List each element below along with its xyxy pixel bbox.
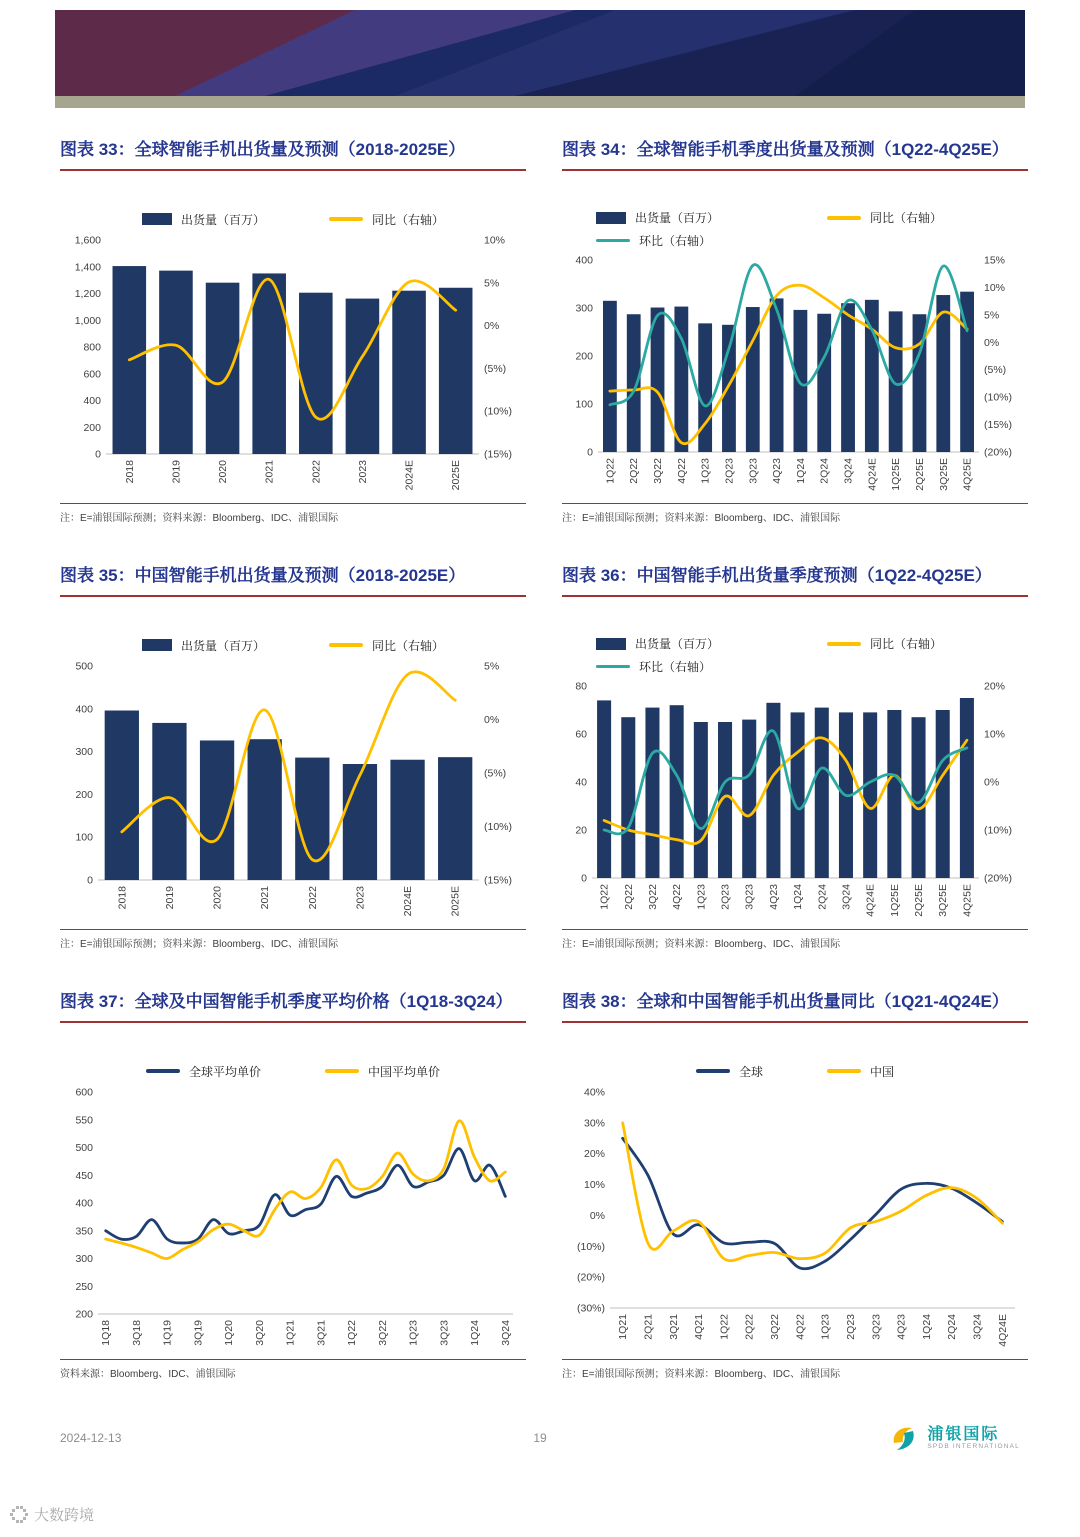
svg-text:4Q24E: 4Q24E: [866, 458, 879, 491]
chart-legend: [60, 634, 526, 656]
svg-text:1Q19: 1Q19: [161, 1320, 174, 1346]
svg-text:3Q23: 3Q23: [870, 1314, 883, 1340]
svg-text:40%: 40%: [583, 1086, 605, 1099]
svg-text:2020: 2020: [217, 460, 230, 484]
chart-note: 注：E=浦银国际预测；资料来源：Bloomberg、IDC、浦银国际: [562, 513, 841, 524]
figure-38-title-zone: [562, 990, 1028, 1060]
svg-text:(20%): (20%): [984, 872, 1013, 885]
svg-text:1Q23: 1Q23: [699, 458, 712, 484]
svg-text:3Q24: 3Q24: [971, 1314, 984, 1340]
svg-text:1Q25E: 1Q25E: [888, 884, 901, 917]
svg-text:1Q23: 1Q23: [407, 1320, 420, 1346]
svg-text:2018: 2018: [123, 460, 136, 484]
svg-text:2Q23: 2Q23: [719, 884, 732, 910]
svg-text:4Q22: 4Q22: [671, 884, 684, 910]
svg-text:20%: 20%: [583, 1148, 605, 1161]
svg-text:2023: 2023: [356, 460, 369, 484]
svg-text:2025E: 2025E: [450, 460, 463, 491]
legend-item: [827, 635, 942, 652]
svg-text:2025E: 2025E: [449, 886, 462, 917]
figure-36: [562, 564, 1028, 950]
svg-text:60: 60: [575, 728, 587, 741]
bar-series: [105, 711, 473, 880]
svg-text:2Q24: 2Q24: [946, 1314, 959, 1340]
svg-text:250: 250: [75, 1280, 93, 1293]
figure-33: [60, 138, 526, 524]
svg-text:4Q24E: 4Q24E: [996, 1314, 1009, 1347]
chart-note: 注：E=浦银国际预测；资料来源：Bloomberg、IDC、浦银国际: [562, 939, 841, 950]
chart-area: [562, 208, 1028, 500]
bar-swatch-icon: [142, 213, 172, 225]
svg-text:2Q22: 2Q22: [743, 1314, 756, 1340]
svg-text:0: 0: [87, 874, 93, 887]
legend-item: [325, 1063, 440, 1080]
legend-item: [696, 1063, 763, 1080]
svg-text:5%: 5%: [484, 660, 500, 673]
report-page: [0, 10, 1080, 1537]
svg-text:3Q21: 3Q21: [315, 1320, 328, 1346]
svg-text:(20%): (20%): [576, 1271, 605, 1284]
line-swatch-icon: [696, 1069, 730, 1073]
svg-text:3Q25E: 3Q25E: [937, 458, 950, 491]
bar-swatch-icon: [142, 639, 172, 651]
chart-note: 注：E=浦银国际预测；资料来源：Bloomberg、IDC、浦银国际: [60, 939, 339, 950]
chart-canvas: [60, 232, 525, 500]
legend-item: [596, 658, 711, 675]
svg-text:400: 400: [575, 254, 593, 267]
line-swatch-icon: [329, 643, 363, 647]
svg-text:(10%): (10%): [984, 391, 1013, 404]
svg-text:400: 400: [75, 1197, 93, 1210]
svg-text:2019: 2019: [163, 886, 176, 910]
chart-area: [60, 634, 526, 926]
report-date: 2024-12-13: [60, 1431, 122, 1445]
svg-text:0%: 0%: [484, 714, 500, 726]
svg-text:(20%): (20%): [984, 446, 1013, 459]
svg-text:2022: 2022: [306, 886, 319, 910]
svg-text:20: 20: [575, 824, 587, 837]
svg-text:1Q18: 1Q18: [100, 1320, 113, 1346]
chart-area: [60, 208, 526, 500]
svg-text:1Q21: 1Q21: [284, 1320, 297, 1346]
svg-text:600: 600: [75, 1086, 93, 1099]
svg-text:(15%): (15%): [484, 448, 513, 461]
svg-text:2024E: 2024E: [402, 886, 415, 917]
chart-area: [60, 1060, 526, 1356]
svg-text:3Q24: 3Q24: [842, 458, 855, 484]
svg-text:200: 200: [75, 1308, 93, 1321]
svg-text:4Q23: 4Q23: [771, 458, 784, 484]
legend-label: 出货量（百万）: [635, 211, 720, 226]
watermark: [10, 1504, 94, 1525]
svg-text:2Q24: 2Q24: [816, 884, 829, 910]
line-swatch-icon: [329, 217, 363, 221]
svg-text:2Q21: 2Q21: [642, 1314, 655, 1340]
figure-34: [562, 138, 1028, 524]
svg-text:1Q21: 1Q21: [617, 1314, 630, 1340]
svg-text:200: 200: [575, 350, 593, 363]
chart-canvas: [60, 658, 525, 926]
logo-subtitle: SPDB INTERNATIONAL: [927, 1443, 1020, 1451]
svg-text:0%: 0%: [984, 336, 1000, 349]
svg-text:800: 800: [83, 341, 101, 354]
legend-label: 中国平均单价: [368, 1064, 441, 1079]
svg-text:3Q25E: 3Q25E: [937, 884, 950, 917]
legend-item: [596, 635, 719, 652]
line-swatch-icon: [596, 665, 630, 669]
legend-label: 出货量（百万）: [180, 212, 265, 227]
svg-text:1,200: 1,200: [74, 288, 101, 300]
chart-canvas: [562, 678, 1027, 926]
svg-text:400: 400: [83, 395, 101, 407]
svg-text:1Q24: 1Q24: [794, 458, 807, 484]
svg-text:1Q25E: 1Q25E: [890, 458, 903, 491]
legend-label: 同比（右轴）: [372, 638, 445, 653]
svg-text:(15%): (15%): [484, 874, 513, 887]
svg-text:4Q23: 4Q23: [895, 1314, 908, 1340]
legend-item: [329, 637, 444, 654]
chart-canvas: [562, 252, 1027, 500]
svg-text:4Q25E: 4Q25E: [961, 884, 974, 917]
svg-text:2Q22: 2Q22: [622, 884, 635, 910]
figure-38-note-zone: [562, 1359, 1028, 1380]
legend-item: [146, 1063, 261, 1080]
line-swatch-icon: [827, 642, 861, 646]
svg-text:5%: 5%: [484, 277, 500, 290]
svg-text:1,600: 1,600: [74, 234, 101, 247]
bar-series: [113, 266, 473, 454]
logo-text: [927, 1426, 1020, 1451]
svg-text:(10%): (10%): [484, 405, 513, 418]
svg-text:1Q24: 1Q24: [792, 884, 805, 910]
svg-text:2Q25E: 2Q25E: [913, 884, 926, 917]
chart-legend: [562, 1060, 1028, 1082]
chart-legend: [562, 208, 1028, 250]
svg-text:300: 300: [575, 302, 593, 315]
legend-label: 环比（右轴）: [639, 659, 712, 674]
bar-swatch-icon: [596, 212, 626, 224]
svg-text:3Q22: 3Q22: [769, 1314, 782, 1340]
chart-title: 图表 33：全球智能手机出货量及预测（2018-2025E）: [60, 138, 526, 171]
svg-text:10%: 10%: [583, 1179, 605, 1192]
svg-text:(10%): (10%): [484, 821, 513, 833]
svg-text:10%: 10%: [984, 728, 1006, 741]
svg-text:10%: 10%: [984, 281, 1006, 294]
svg-text:3Q23: 3Q23: [747, 458, 760, 484]
svg-text:1Q22: 1Q22: [346, 1320, 359, 1346]
chart-title: 图表 35：中国智能手机出货量及预测（2018-2025E）: [60, 564, 526, 597]
logo-mark-icon: [889, 1424, 919, 1452]
svg-text:0%: 0%: [484, 320, 500, 333]
company-logo: [700, 1424, 1020, 1452]
svg-text:4Q21: 4Q21: [693, 1314, 706, 1340]
svg-text:3Q23: 3Q23: [743, 884, 756, 910]
svg-text:2Q24: 2Q24: [818, 458, 831, 484]
legend-label: 同比（右轴）: [870, 211, 943, 226]
svg-text:450: 450: [75, 1169, 93, 1182]
figure-33-title-zone: [60, 138, 526, 208]
svg-text:3Q21: 3Q21: [667, 1314, 680, 1340]
legend-item: [596, 232, 711, 249]
svg-text:500: 500: [75, 1142, 93, 1154]
line-swatch-icon: [596, 239, 630, 243]
svg-text:1Q22: 1Q22: [604, 458, 617, 484]
svg-text:200: 200: [75, 788, 93, 801]
figure-37-title-zone: [60, 990, 526, 1060]
svg-text:350: 350: [75, 1225, 93, 1238]
chart-area: [562, 1060, 1028, 1356]
svg-text:1Q23: 1Q23: [819, 1314, 832, 1340]
svg-text:2Q23: 2Q23: [723, 458, 736, 484]
header-banner: [55, 10, 1025, 108]
legend-item: [827, 209, 942, 226]
line-series: [623, 1123, 1003, 1261]
svg-text:2Q23: 2Q23: [844, 1314, 857, 1340]
chart-title: 图表 34：全球智能手机季度出货量及预测（1Q22-4Q25E）: [562, 138, 1028, 171]
watermark-text: 大数跨境: [34, 1507, 95, 1524]
svg-text:3Q22: 3Q22: [652, 458, 665, 484]
svg-text:3Q22: 3Q22: [376, 1320, 389, 1346]
banner-khaki-strip: [55, 96, 1025, 108]
svg-text:300: 300: [75, 1253, 93, 1265]
svg-text:300: 300: [75, 746, 93, 759]
svg-text:550: 550: [75, 1114, 93, 1127]
svg-text:4Q25E: 4Q25E: [961, 458, 974, 491]
svg-text:4Q22: 4Q22: [675, 458, 688, 484]
svg-text:4Q22: 4Q22: [794, 1314, 807, 1340]
legend-label: 环比（右轴）: [639, 233, 712, 248]
figure-36-title-zone: [562, 564, 1028, 634]
legend-label: 中国: [870, 1064, 895, 1079]
line-swatch-icon: [325, 1069, 359, 1073]
chart-title: 图表 36：中国智能手机出货量季度预测（1Q22-4Q25E）: [562, 564, 1028, 597]
legend-item: [596, 209, 719, 226]
svg-text:2019: 2019: [170, 460, 183, 484]
line-swatch-icon: [827, 1069, 861, 1073]
svg-text:3Q20: 3Q20: [253, 1320, 266, 1346]
legend-item: [827, 1063, 894, 1080]
chart-legend: [60, 1060, 526, 1082]
svg-text:20%: 20%: [984, 680, 1006, 693]
svg-text:1,400: 1,400: [74, 261, 101, 274]
svg-text:3Q22: 3Q22: [646, 884, 659, 910]
watermark-icon: [10, 1506, 28, 1524]
line-swatch-icon: [146, 1069, 180, 1073]
svg-text:400: 400: [75, 703, 93, 716]
figure-36-note-zone: [562, 929, 1028, 950]
svg-text:2024E: 2024E: [403, 460, 416, 491]
svg-text:(5%): (5%): [484, 362, 507, 375]
svg-text:1Q22: 1Q22: [718, 1314, 731, 1340]
logo-name: 浦银国际: [927, 1425, 1000, 1443]
figure-34-note-zone: [562, 503, 1028, 524]
figure-33-note-zone: [60, 503, 526, 524]
svg-text:2021: 2021: [259, 886, 272, 910]
svg-text:(15%): (15%): [984, 419, 1013, 432]
svg-text:1Q24: 1Q24: [920, 1314, 933, 1340]
svg-text:30%: 30%: [583, 1117, 605, 1130]
figure-38: [562, 990, 1028, 1380]
bar-swatch-icon: [596, 638, 626, 650]
chart-note: 注：E=浦银国际预测；资料来源：Bloomberg、IDC、浦银国际: [60, 513, 339, 524]
legend-label: 全球平均单价: [188, 1064, 261, 1079]
svg-text:1Q23: 1Q23: [695, 884, 708, 910]
svg-text:1Q24: 1Q24: [469, 1320, 482, 1346]
bar-series: [597, 698, 974, 878]
svg-text:5%: 5%: [984, 309, 1000, 322]
banner-graphic: [55, 10, 1025, 96]
svg-text:(10%): (10%): [576, 1240, 605, 1253]
svg-text:(5%): (5%): [984, 364, 1007, 377]
chart-note: 注：E=浦银国际预测；资料来源：Bloomberg、IDC、浦银国际: [562, 1369, 841, 1380]
svg-text:0%: 0%: [984, 776, 1000, 789]
svg-text:40: 40: [575, 776, 587, 789]
svg-text:3Q18: 3Q18: [130, 1320, 143, 1346]
svg-text:2023: 2023: [354, 886, 367, 910]
svg-text:0: 0: [581, 872, 587, 885]
legend-label: 全球: [738, 1064, 763, 1079]
legend-label: 同比（右轴）: [870, 637, 943, 652]
legend-item: [329, 211, 444, 228]
svg-text:(10%): (10%): [984, 824, 1013, 837]
page-number: 19: [533, 1431, 547, 1445]
svg-text:80: 80: [575, 680, 587, 693]
svg-text:4Q23: 4Q23: [767, 884, 780, 910]
line-series: [623, 1138, 1003, 1268]
svg-text:2022: 2022: [310, 460, 323, 484]
figure-35-note-zone: [60, 929, 526, 950]
chart-note: 资料来源：Bloomberg、IDC、浦银国际: [60, 1369, 236, 1380]
svg-text:2018: 2018: [116, 886, 129, 910]
chart-area: [562, 634, 1028, 926]
svg-text:3Q23: 3Q23: [438, 1320, 451, 1346]
svg-text:(30%): (30%): [576, 1302, 605, 1315]
chart-legend: [562, 634, 1028, 676]
svg-text:0%: 0%: [589, 1209, 605, 1222]
chart-legend: [60, 208, 526, 230]
chart-canvas: [562, 1084, 1027, 1356]
svg-text:4Q24E: 4Q24E: [864, 884, 877, 917]
svg-text:10%: 10%: [484, 234, 506, 247]
chart-title: 图表 37：全球及中国智能手机季度平均价格（1Q18-3Q24）: [60, 990, 526, 1023]
figure-37: [60, 990, 526, 1380]
legend-item: [142, 637, 265, 654]
figure-35-title-zone: [60, 564, 526, 634]
svg-text:1Q22: 1Q22: [598, 884, 611, 910]
svg-text:0: 0: [95, 448, 101, 461]
figure-37-note-zone: [60, 1359, 526, 1380]
svg-text:0: 0: [587, 446, 593, 459]
legend-label: 出货量（百万）: [180, 638, 265, 653]
chart-canvas: [60, 1084, 525, 1356]
legend-item: [142, 211, 265, 228]
svg-text:600: 600: [83, 368, 101, 381]
charts-grid: [0, 108, 1080, 1380]
svg-text:1,000: 1,000: [74, 314, 101, 327]
svg-text:1Q20: 1Q20: [223, 1320, 236, 1346]
svg-text:2Q22: 2Q22: [628, 458, 641, 484]
svg-text:2021: 2021: [263, 460, 276, 484]
svg-text:100: 100: [575, 398, 593, 411]
figure-34-title-zone: [562, 138, 1028, 208]
svg-text:2020: 2020: [211, 886, 224, 910]
svg-text:500: 500: [75, 660, 93, 673]
legend-label: 同比（右轴）: [372, 212, 445, 227]
svg-text:3Q24: 3Q24: [840, 884, 853, 910]
svg-text:2Q25E: 2Q25E: [913, 458, 926, 491]
svg-text:(5%): (5%): [484, 767, 507, 780]
legend-label: 出货量（百万）: [635, 637, 720, 652]
line-swatch-icon: [827, 216, 861, 220]
svg-text:200: 200: [83, 421, 101, 434]
svg-text:3Q19: 3Q19: [192, 1320, 205, 1346]
svg-text:100: 100: [75, 831, 93, 844]
figure-35: [60, 564, 526, 950]
page-footer: [60, 1424, 1020, 1452]
svg-text:3Q24: 3Q24: [499, 1320, 512, 1346]
chart-title: 图表 38：全球和中国智能手机出货量同比（1Q21-4Q24E）: [562, 990, 1028, 1023]
svg-text:15%: 15%: [984, 254, 1006, 267]
